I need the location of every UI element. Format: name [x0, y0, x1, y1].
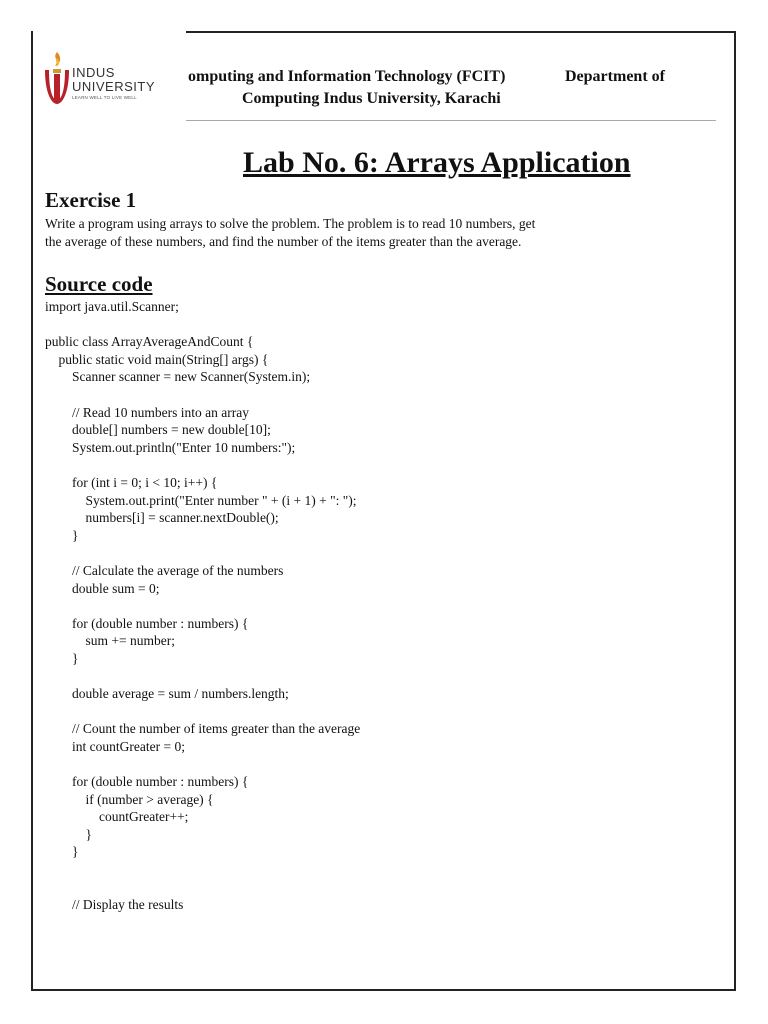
code-line: for (double number : numbers) { — [45, 774, 249, 790]
code-line: for (double number : numbers) { — [45, 615, 249, 631]
source-code-heading: Source code — [45, 272, 153, 296]
exercise-description — [45, 215, 625, 251]
code-line: int countGreater = 0; — [45, 738, 185, 754]
header-divider — [186, 120, 716, 121]
code-line: import java.util.Scanner; — [45, 299, 179, 314]
code-line: double[] numbers = new double[10]; — [45, 422, 271, 438]
exercise-text-line: Write a program using arrays to solve the problem. The problem is to read 10 numbers, get — [45, 216, 536, 231]
code-line — [45, 386, 705, 404]
code-line: System.out.println("Enter 10 numbers:"); — [45, 439, 296, 455]
code-line: if (number > average) { — [45, 791, 214, 807]
code-line: Scanner scanner = new Scanner(System.in); — [45, 369, 311, 385]
code-line: } — [45, 844, 79, 860]
code-line — [45, 861, 705, 879]
code-line — [45, 667, 705, 685]
code-line — [45, 597, 705, 615]
code-line — [45, 703, 705, 721]
exercise-heading: Exercise 1 — [45, 188, 137, 212]
page-top-border — [186, 31, 736, 33]
code-line: } — [45, 826, 92, 842]
code-line: // Count the number of items greater than the average — [45, 721, 361, 737]
code-line: } — [45, 527, 79, 543]
code-line: // Read 10 numbers into an array — [45, 404, 249, 420]
code-line — [45, 879, 705, 897]
code-line: countGreater++; — [45, 809, 189, 825]
lab-title: Lab No. 6: Arrays Application — [243, 146, 631, 179]
code-line: // Calculate the average of the numbers — [45, 562, 284, 578]
logo-tagline: LEARN WELL TO LIVE WELL — [72, 95, 137, 100]
header-university-line: Computing Indus University, Karachi — [242, 90, 501, 107]
code-line: System.out.print("Enter number " + (i + 1) + ": "); — [45, 492, 357, 508]
code-line: double average = sum / numbers.length; — [45, 686, 289, 702]
code-line — [45, 544, 705, 562]
logo-wordmark-line2: UNIVERSITY — [72, 79, 156, 94]
code-line: numbers[i] = scanner.nextDouble(); — [45, 510, 279, 526]
exercise-text-line: the average of these numbers, and find the number of the items greater than the average. — [45, 234, 522, 249]
header-department: Department of — [565, 68, 665, 85]
code-line: for (int i = 0; i < 10; i++) { — [45, 474, 218, 490]
code-line: sum += number; — [45, 633, 175, 649]
source-code-block — [45, 298, 705, 914]
code-line: public static void main(String[] args) { — [45, 351, 269, 367]
code-line: public class ArrayAverageAndCount { — [45, 334, 254, 350]
code-line — [45, 316, 705, 334]
logo-wordmark-line1: INDUS — [72, 65, 115, 80]
code-line: } — [45, 650, 79, 666]
university-logo — [42, 50, 187, 108]
header-faculty-line: omputing and Information Technology (FCIT) — [188, 68, 506, 85]
code-line — [45, 456, 705, 474]
code-line: double sum = 0; — [45, 580, 160, 596]
code-line — [45, 755, 705, 773]
flame-pillar-icon — [42, 50, 72, 108]
code-line: // Display the results — [45, 897, 184, 913]
